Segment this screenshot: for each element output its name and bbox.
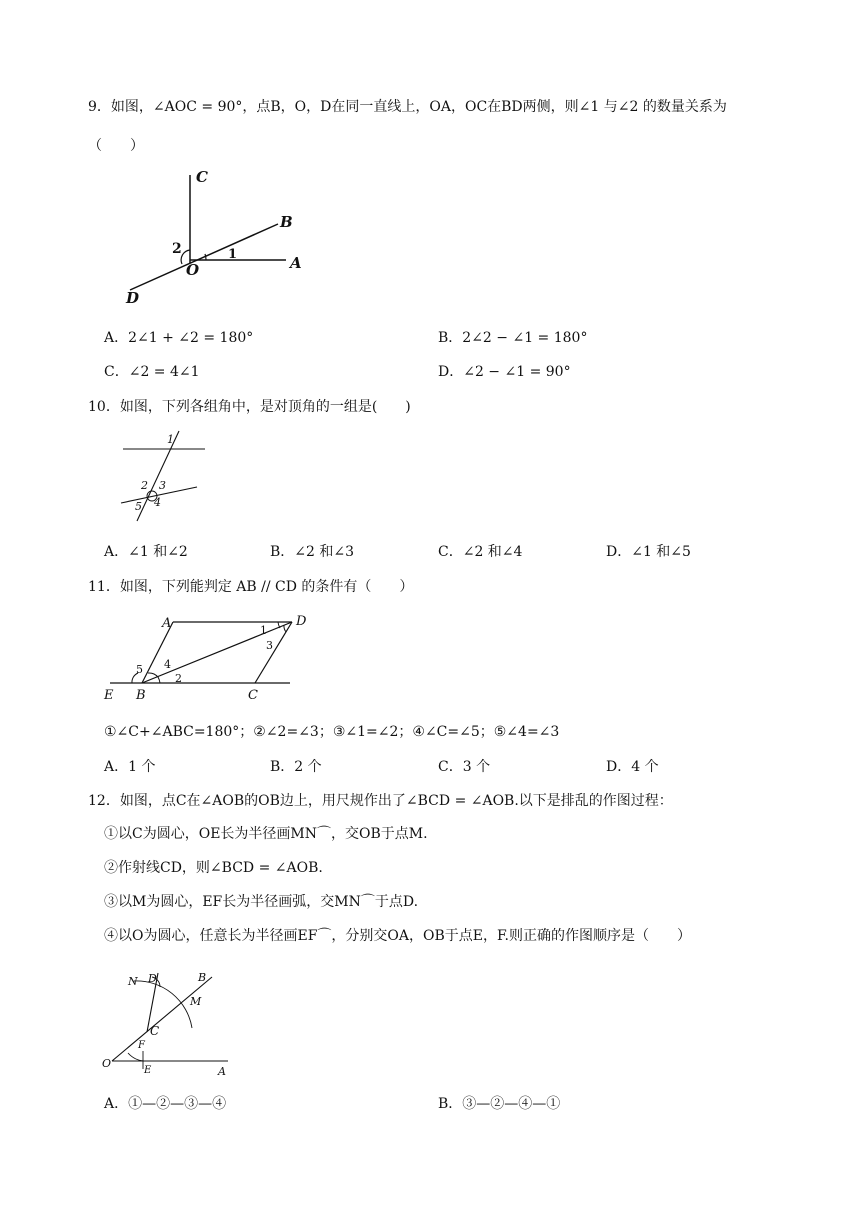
q12-label-m: M [190, 995, 202, 1008]
q9-label-o: O [186, 261, 200, 279]
q9-option-c[interactable]: C．∠2 = 4∠1 [104, 364, 200, 380]
q12-label-f: F [138, 1040, 145, 1051]
q11-stem: 11．如图，下列能判定 AB // CD 的条件有（ ） [88, 579, 414, 595]
q12-option-a[interactable]: A．①—②—③—④ [104, 1096, 227, 1112]
q11-angle-3: 3 [266, 639, 273, 652]
q9-angle-1: 1 [228, 247, 238, 262]
q11-label-d: D [296, 614, 307, 629]
q11-conditions: ①∠C+∠ABC=180°；②∠2=∠3；③∠1=∠2；④∠C=∠5；⑤∠4=∠3 [104, 724, 560, 740]
q9-option-b[interactable]: B．2∠2 − ∠1 = 180° [438, 330, 588, 346]
q10-option-c[interactable]: C．∠2 和∠4 [438, 544, 523, 560]
q9-figure [110, 160, 320, 320]
q9-stem: 9．如图，∠AOC = 90°，点B，O，D在同一直线上，OA，OC在BD两侧，则∠1 与∠2 的数量关系为 [88, 99, 727, 115]
q12-step-2: ②作射线CD，则∠BCD = ∠AOB. [104, 860, 323, 876]
q11-option-d[interactable]: D．4 个 [606, 759, 659, 775]
q11-option-b[interactable]: B．2 个 [270, 759, 322, 775]
q11-angle-2: 2 [175, 672, 182, 685]
q12-label-o: O [102, 1057, 112, 1070]
q10-option-d[interactable]: D．∠1 和∠5 [606, 544, 691, 560]
q10-angle-5: 5 [135, 500, 142, 513]
q12-label-a: A [218, 1065, 226, 1078]
q11-label-e: E [104, 688, 114, 703]
q12-label-n: N [128, 975, 138, 988]
q9-angle-2: 2 [172, 241, 182, 257]
q11-label-c: C [248, 688, 258, 703]
q9-label-b: B [280, 213, 293, 231]
q9-label-a: A [290, 254, 302, 272]
q12-figure [100, 965, 260, 1080]
q12-label-b: B [198, 971, 207, 984]
q12-stem: 12．如图，点C在∠AOB的OB边上，用尺规作出了∠BCD = ∠AOB.以下是排乱的作图过程： [88, 793, 673, 809]
q12-step-4: ④以O为圆心，任意长为半径画EF⌒，分别交OA，OB于点E，F.则正确的作图顺序是（ ） [104, 928, 691, 944]
q11-label-a: A [162, 616, 172, 631]
q11-label-b: B [136, 688, 146, 703]
q11-angle-4: 4 [164, 658, 171, 671]
q9-label-c: C [196, 168, 208, 186]
q11-angle-1: 1 [260, 624, 267, 637]
q10-stem: 10．如图，下列各组角中，是对顶角的一组是( ) [88, 399, 411, 415]
q12-option-b[interactable]: B．③—②—④—① [438, 1096, 561, 1112]
q11-figure [100, 605, 320, 705]
q10-option-b[interactable]: B．∠2 和∠3 [270, 544, 355, 560]
q10-angle-2: 2 [141, 479, 148, 492]
q12-step-1: ①以C为圆心，OE长为半径画MN⌒，交OB于点M. [104, 826, 428, 842]
q11-option-c[interactable]: C．3 个 [438, 759, 491, 775]
q10-angle-1: 1 [167, 433, 174, 446]
q10-angle-4: 4 [154, 496, 161, 509]
q10-option-a[interactable]: A．∠1 和∠2 [104, 544, 188, 560]
q11-angle-5: 5 [136, 663, 143, 676]
q12-label-c: C [150, 1024, 160, 1038]
q12-step-3: ③以M为圆心，EF长为半径画弧，交MN⌒于点D. [104, 894, 419, 910]
q9-option-a[interactable]: A．2∠1 + ∠2 = 180° [104, 330, 254, 346]
q10-figure [115, 425, 215, 525]
q12-label-d: D [148, 972, 157, 985]
q11-option-a[interactable]: A．1 个 [104, 759, 156, 775]
q12-label-e: E [144, 1065, 152, 1076]
q9-label-d: D [126, 289, 140, 307]
q9-option-d[interactable]: D．∠2 − ∠1 = 90° [438, 364, 571, 380]
q10-angle-3: 3 [159, 479, 166, 492]
q9-paren: （ ） [88, 138, 144, 154]
